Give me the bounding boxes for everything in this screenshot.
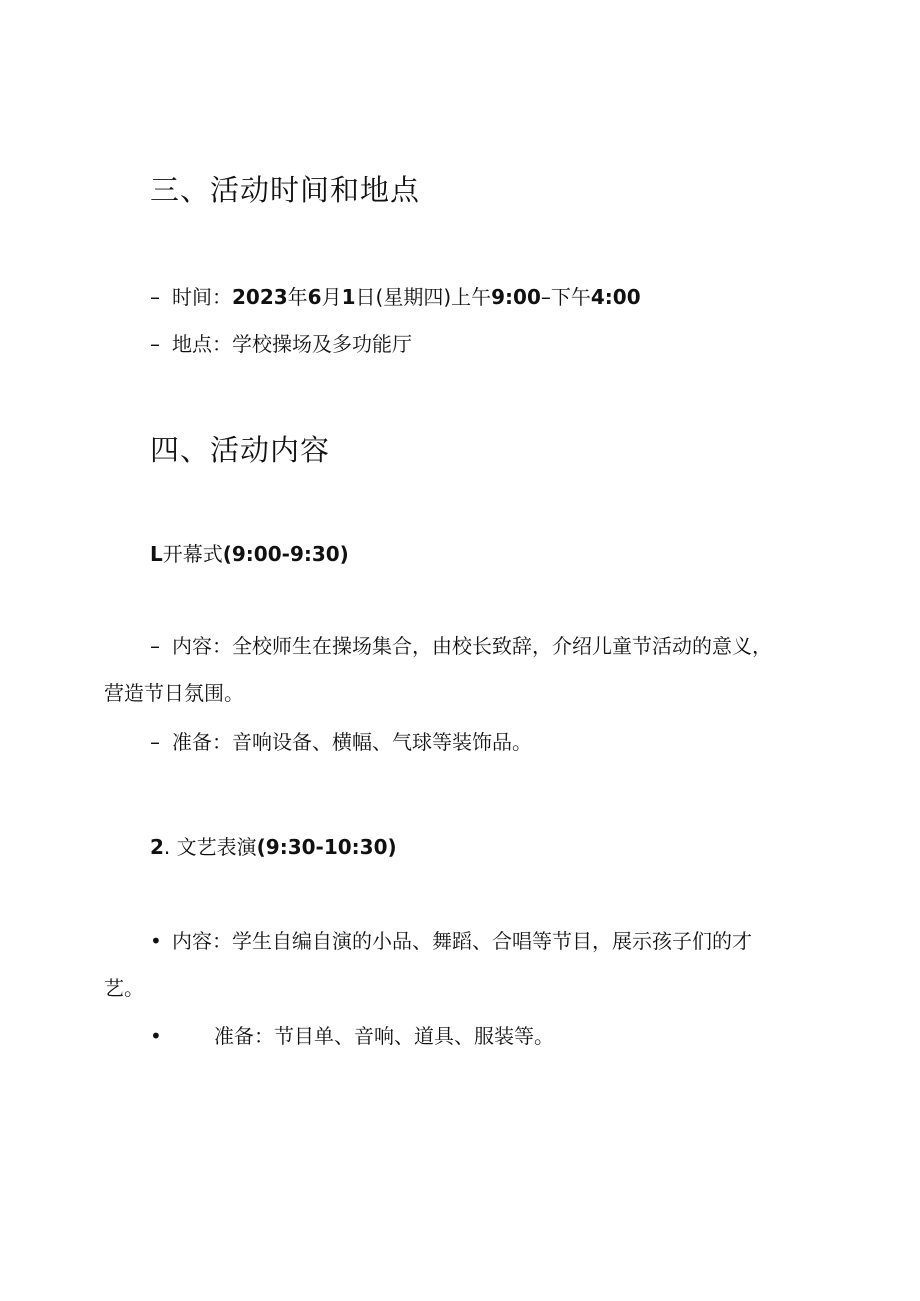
year-value: 2023 xyxy=(232,285,288,309)
weekday: (星期四) xyxy=(375,285,452,309)
am-label: 上午 xyxy=(451,285,492,309)
bullet-marker: • xyxy=(150,929,162,953)
place-value: 学校操场及多功能厅 xyxy=(232,332,412,356)
time-line xyxy=(150,281,641,310)
time-label: 时间： xyxy=(172,285,232,309)
item1-time: (9:00-9:30) xyxy=(222,542,349,566)
place-label: 地点： xyxy=(172,332,232,356)
item2-prep-line xyxy=(150,1020,554,1049)
year-char: 年 xyxy=(287,285,308,309)
item1-name: 开幕式 xyxy=(162,542,223,566)
item2-time: (9:30-10:30) xyxy=(256,835,397,859)
pm-label: 下午 xyxy=(550,285,591,309)
item2-dot: . xyxy=(163,835,177,859)
item1-prep-text: 准备：音响设备、横幅、气球等装饰品。 xyxy=(172,730,532,754)
item2-content-continuation: 艺。 xyxy=(104,976,144,1000)
start-time: 9:00 xyxy=(491,285,541,309)
item1-number: L xyxy=(150,542,163,566)
place-line xyxy=(150,328,412,357)
item1-content-text: 内容：全校师生在操场集合，由校长致辞，介绍儿童节活动的意义， xyxy=(172,634,772,658)
day-value: 1 xyxy=(341,285,356,309)
item2-name: 文艺表演 xyxy=(176,835,257,859)
bullet-marker: • xyxy=(150,1024,162,1048)
item1-content-continuation: 营造节日氛围。 xyxy=(104,681,244,705)
end-time: 4:00 xyxy=(590,285,641,309)
item2-content-text: 内容：学生自编自演的小品、舞蹈、合唱等节目，展示孩子们的才 xyxy=(172,929,752,953)
day-char: 日 xyxy=(355,285,376,309)
item2-prep-text: 准备：节目单、音响、道具、服装等。 xyxy=(214,1024,554,1048)
item2-number: 2 xyxy=(150,835,164,859)
dash-marker: – xyxy=(150,730,160,754)
item1-heading xyxy=(150,538,349,567)
item2-heading xyxy=(150,831,397,860)
item1-content-line xyxy=(150,630,772,659)
section-heading-time-place: 三、活动时间和地点 xyxy=(150,173,421,207)
dash-marker: – xyxy=(150,285,160,309)
time-separator: – xyxy=(540,285,551,309)
month-value: 6 xyxy=(307,285,322,309)
item1-prep-line xyxy=(150,726,532,755)
month-char: 月 xyxy=(321,285,342,309)
section-heading-content: 四、活动内容 xyxy=(150,433,331,467)
dash-marker: – xyxy=(150,634,160,658)
dash-marker: – xyxy=(150,332,160,356)
item2-content-line xyxy=(150,925,752,954)
